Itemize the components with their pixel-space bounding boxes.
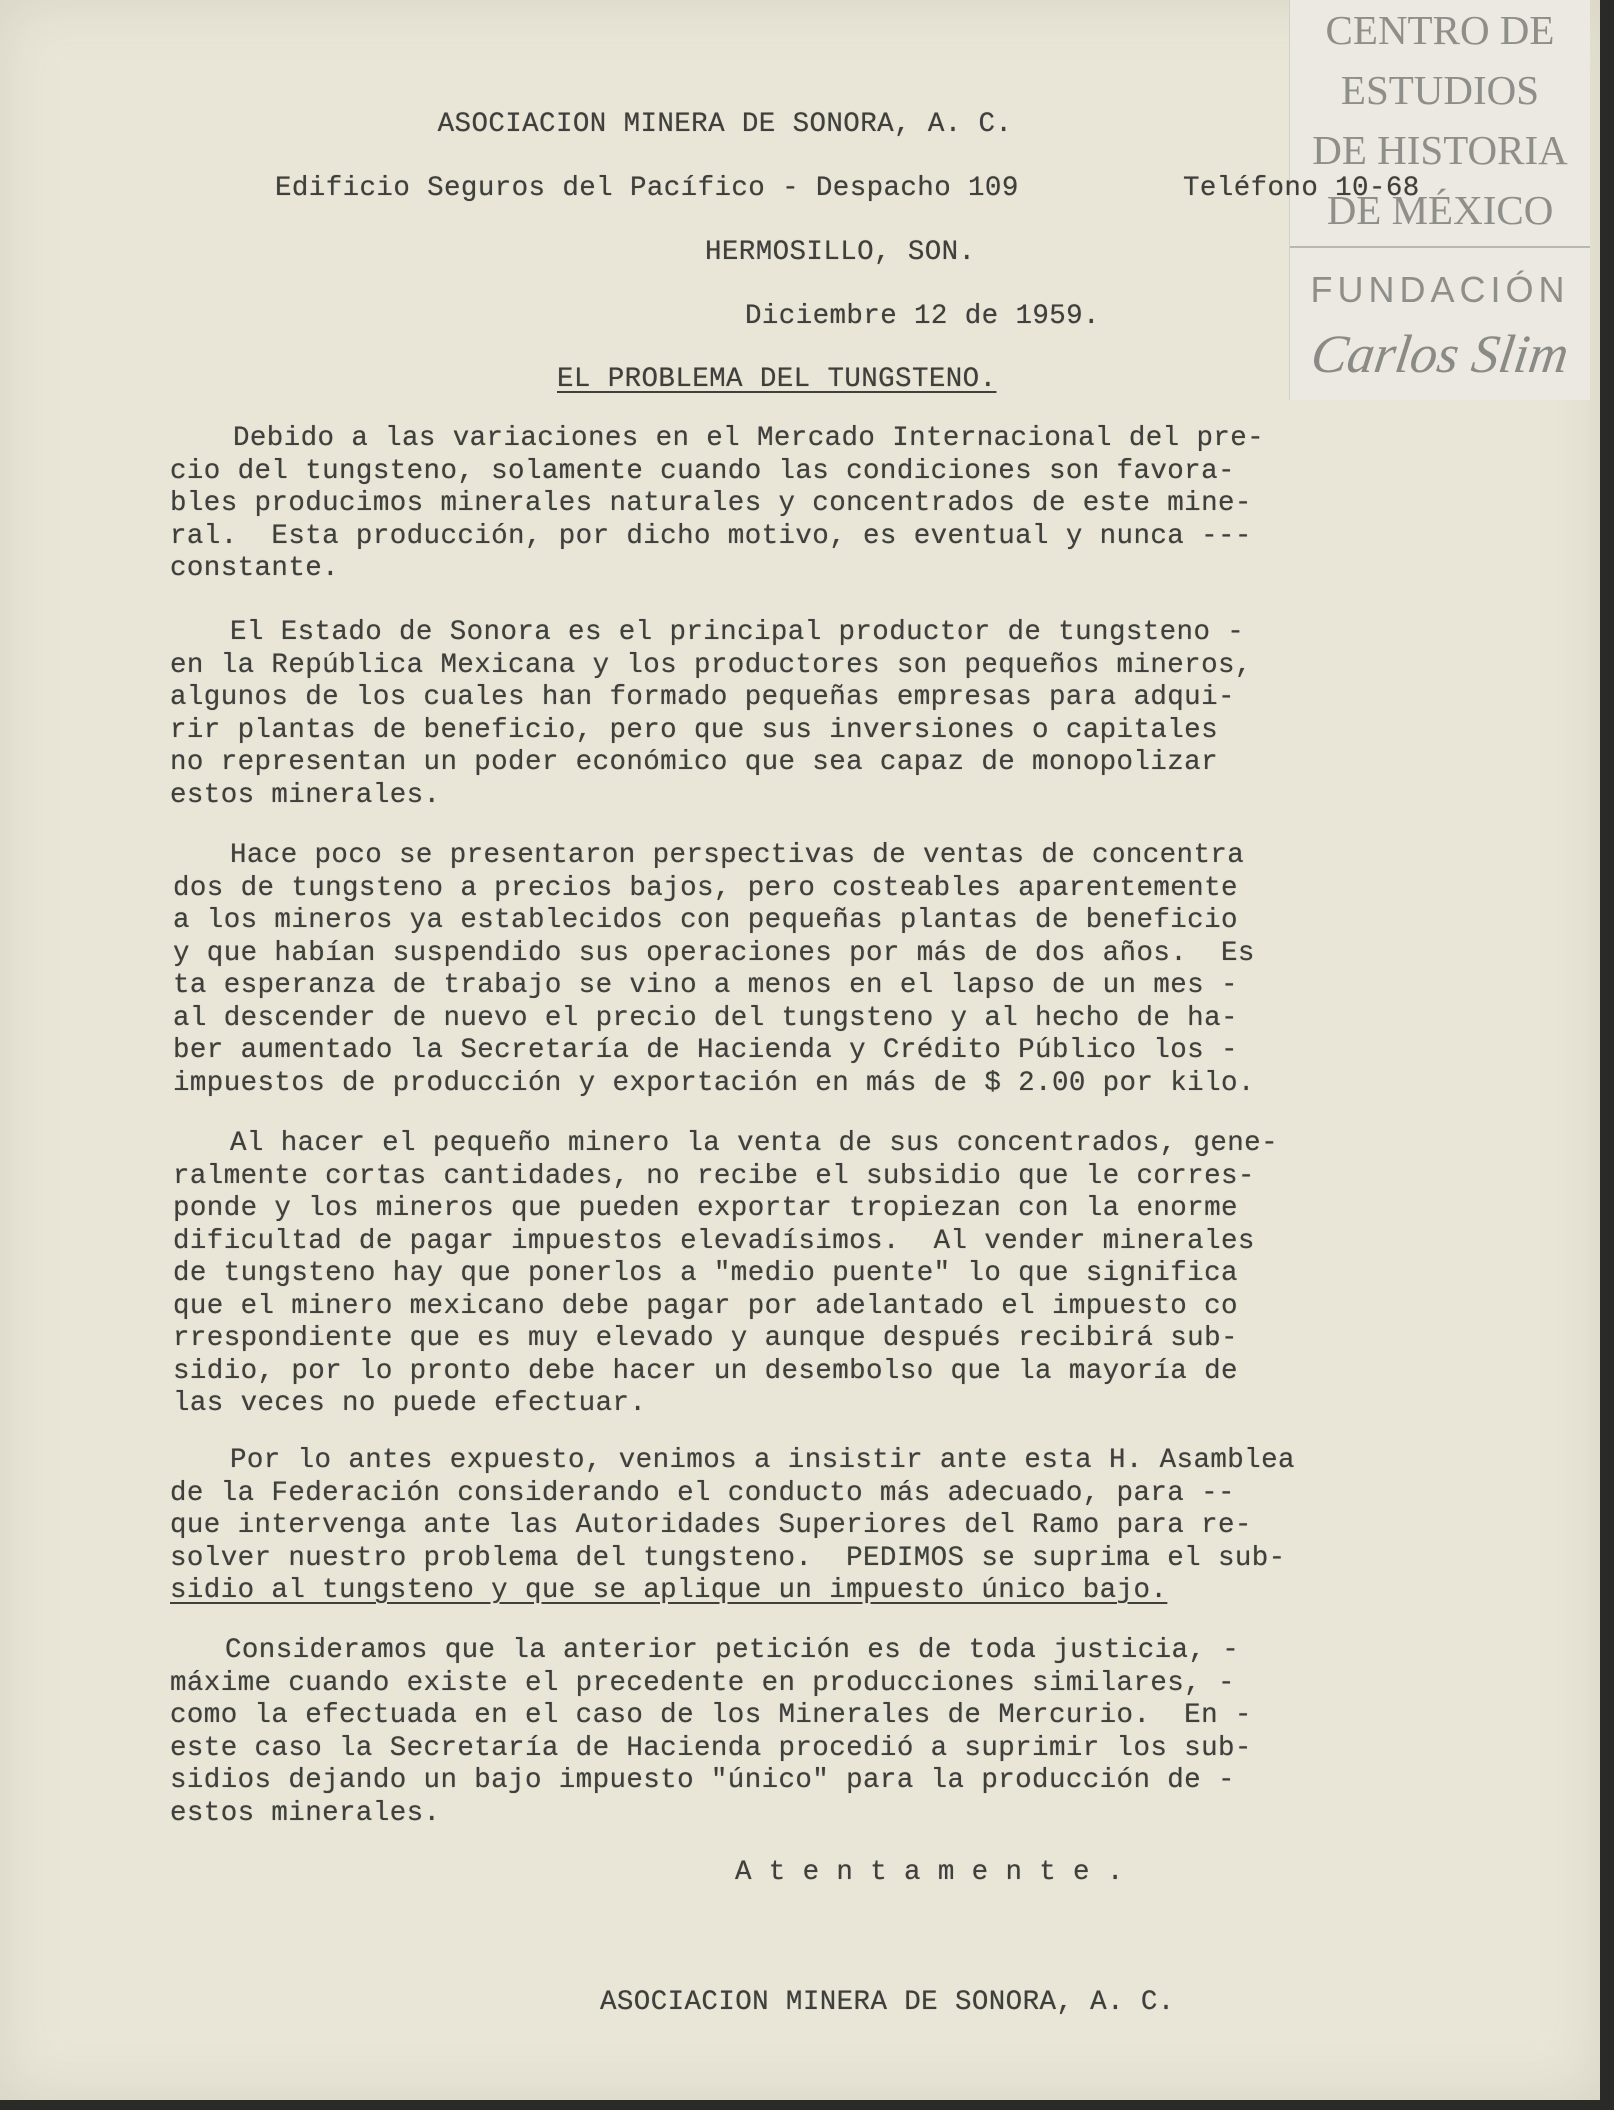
paragraph-line: como la efectuada en el caso de los Minerales de Mercurio. En -	[170, 1700, 1252, 1731]
paragraph-line: al descender de nuevo el precio del tungsteno y al hecho de ha-	[173, 1002, 1238, 1034]
stamp-signature: Carlos Slim	[1307, 324, 1573, 384]
paragraph-line: este caso la Secretaría de Hacienda procedió a suprimir los sub-	[170, 1732, 1252, 1764]
paragraph-line: en la República Mexicana y los productores son pequeños mineros,	[170, 649, 1252, 681]
paragraph-4	[173, 1128, 1473, 1421]
paragraph-line: dos de tungsteno a precios bajos, pero costeables aparentemente	[173, 872, 1238, 904]
paragraph-line: a los mineros ya establecidos con pequeñas plantas de beneficio	[173, 905, 1238, 936]
paragraph-line-underlined: sidio al tungsteno y que se aplique un impuesto único bajo.	[170, 1575, 1168, 1606]
paragraph-line: sidio, por lo pronto debe hacer un desembolso que la mayoría de	[173, 1355, 1238, 1387]
stamp-line-3: DE HISTORIA	[1312, 127, 1568, 173]
paragraph-line: Hace poco se presentaron perspectivas de ventas de concentra	[230, 840, 1245, 871]
stamp-divider	[1290, 246, 1590, 248]
paragraph-line: rrespondiente que es muy elevado y aunque después recibirá sub-	[173, 1323, 1238, 1354]
paragraph-line: ber aumentado la Secretaría de Hacienda y Crédito Público los -	[173, 1035, 1238, 1066]
paragraph-6	[170, 1635, 1470, 1830]
paragraph-line: ponde y los mineros que pueden exportar tropiezan con la enorme	[173, 1193, 1238, 1224]
paragraph-line: Al hacer el pequeño minero la venta de sus concentrados, gene-	[230, 1128, 1278, 1159]
paragraph-line: ralmente cortas cantidades, no recibe el subsidio que le corres-	[173, 1160, 1255, 1192]
stamp-line-2: ESTUDIOS	[1340, 67, 1540, 113]
stamp-foundation: FUNDACIÓN	[1310, 269, 1570, 310]
paragraph-line: estos minerales.	[170, 779, 441, 811]
paragraph-line: ral. Esta producción, por dicho motivo, es eventual y nunca ---	[170, 520, 1252, 552]
paragraph-line: máxime cuando existe el precedente en producciones similares, -	[170, 1667, 1235, 1699]
letterhead-city: HERMOSILLO, SON.	[705, 237, 976, 268]
paragraph-line: solver nuestro problema del tungsteno. PEDIMOS se suprima el sub-	[170, 1542, 1286, 1574]
signature-org: ASOCIACION MINERA DE SONORA, A. C.	[600, 1987, 1175, 2018]
paragraph-line: y que habían suspendido sus operaciones por más de dos años. Es	[173, 937, 1255, 969]
stamp-line-4: DE MÉXICO	[1326, 187, 1554, 233]
paragraph-line: de la Federación considerando el conducto más adecuado, para --	[170, 1477, 1235, 1509]
letter-date: Diciembre 12 de 1959.	[745, 301, 1100, 332]
paragraph-line: dificultad de pagar impuestos elevadísimos. Al vender minerales	[173, 1225, 1255, 1257]
letterhead-phone: Teléfono 10-68	[1183, 173, 1420, 204]
paragraph-line: algunos de los cuales han formado pequeñas empresas para adqui-	[170, 682, 1235, 713]
paragraph-line: cio del tungsteno, solamente cuando las condiciones son favora-	[170, 455, 1235, 487]
stamp-line-1: CENTRO DE	[1325, 7, 1555, 53]
paragraph-line: que intervenga ante las Autoridades Superiores del Ramo para re-	[170, 1510, 1252, 1541]
paragraph-line: Por lo antes expuesto, venimos a insistir ante esta H. Asamblea	[230, 1445, 1295, 1476]
paragraph-1	[170, 423, 1470, 586]
paragraph-line: las veces no puede efectuar.	[173, 1388, 647, 1419]
paragraph-line: impuestos de producción y exportación en más de $ 2.00 por kilo.	[173, 1067, 1255, 1099]
paragraph-line: ta esperanza de trabajo se vino a menos en el lapso de un mes -	[173, 970, 1238, 1001]
paragraph-2	[170, 617, 1470, 812]
paragraph-line: estos minerales.	[170, 1797, 441, 1829]
paragraph-line: sidios dejando un bajo impuesto "único" para la producción de -	[170, 1765, 1235, 1796]
closing: A t e n t a m e n t e .	[735, 1857, 1124, 1888]
paragraph-line: de tungsteno hay que ponerlos a "medio puente" lo que significa	[173, 1258, 1238, 1289]
letterhead-address: Edificio Seguros del Pacífico - Despacho 109	[275, 173, 1019, 204]
paragraph-line: rir plantas de beneficio, pero que sus inversiones o capitales	[170, 714, 1218, 746]
document-title: EL PROBLEMA DEL TUNGSTENO.	[557, 364, 997, 395]
paragraph-line: Debido a las variaciones en el Mercado Internacional del pre-	[233, 423, 1265, 454]
paragraph-3	[173, 840, 1473, 1100]
paragraph-line: constante.	[170, 553, 340, 584]
paragraph-line: bles producimos minerales naturales y concentrados de este mine-	[170, 488, 1252, 519]
letterhead-org: ASOCIACION MINERA DE SONORA, A. C.	[437, 109, 1013, 140]
paragraph-line: no representan un poder económico que sea capaz de monopolizar	[170, 747, 1218, 778]
paragraph-line: El Estado de Sonora es el principal productor de tungsteno -	[230, 617, 1245, 648]
paragraph-5	[170, 1445, 1470, 1608]
paragraph-line: que el minero mexicano debe pagar por adelantado el impuesto co	[173, 1290, 1238, 1322]
paragraph-line: Consideramos que la anterior petición es de toda justicia, -	[225, 1635, 1240, 1666]
